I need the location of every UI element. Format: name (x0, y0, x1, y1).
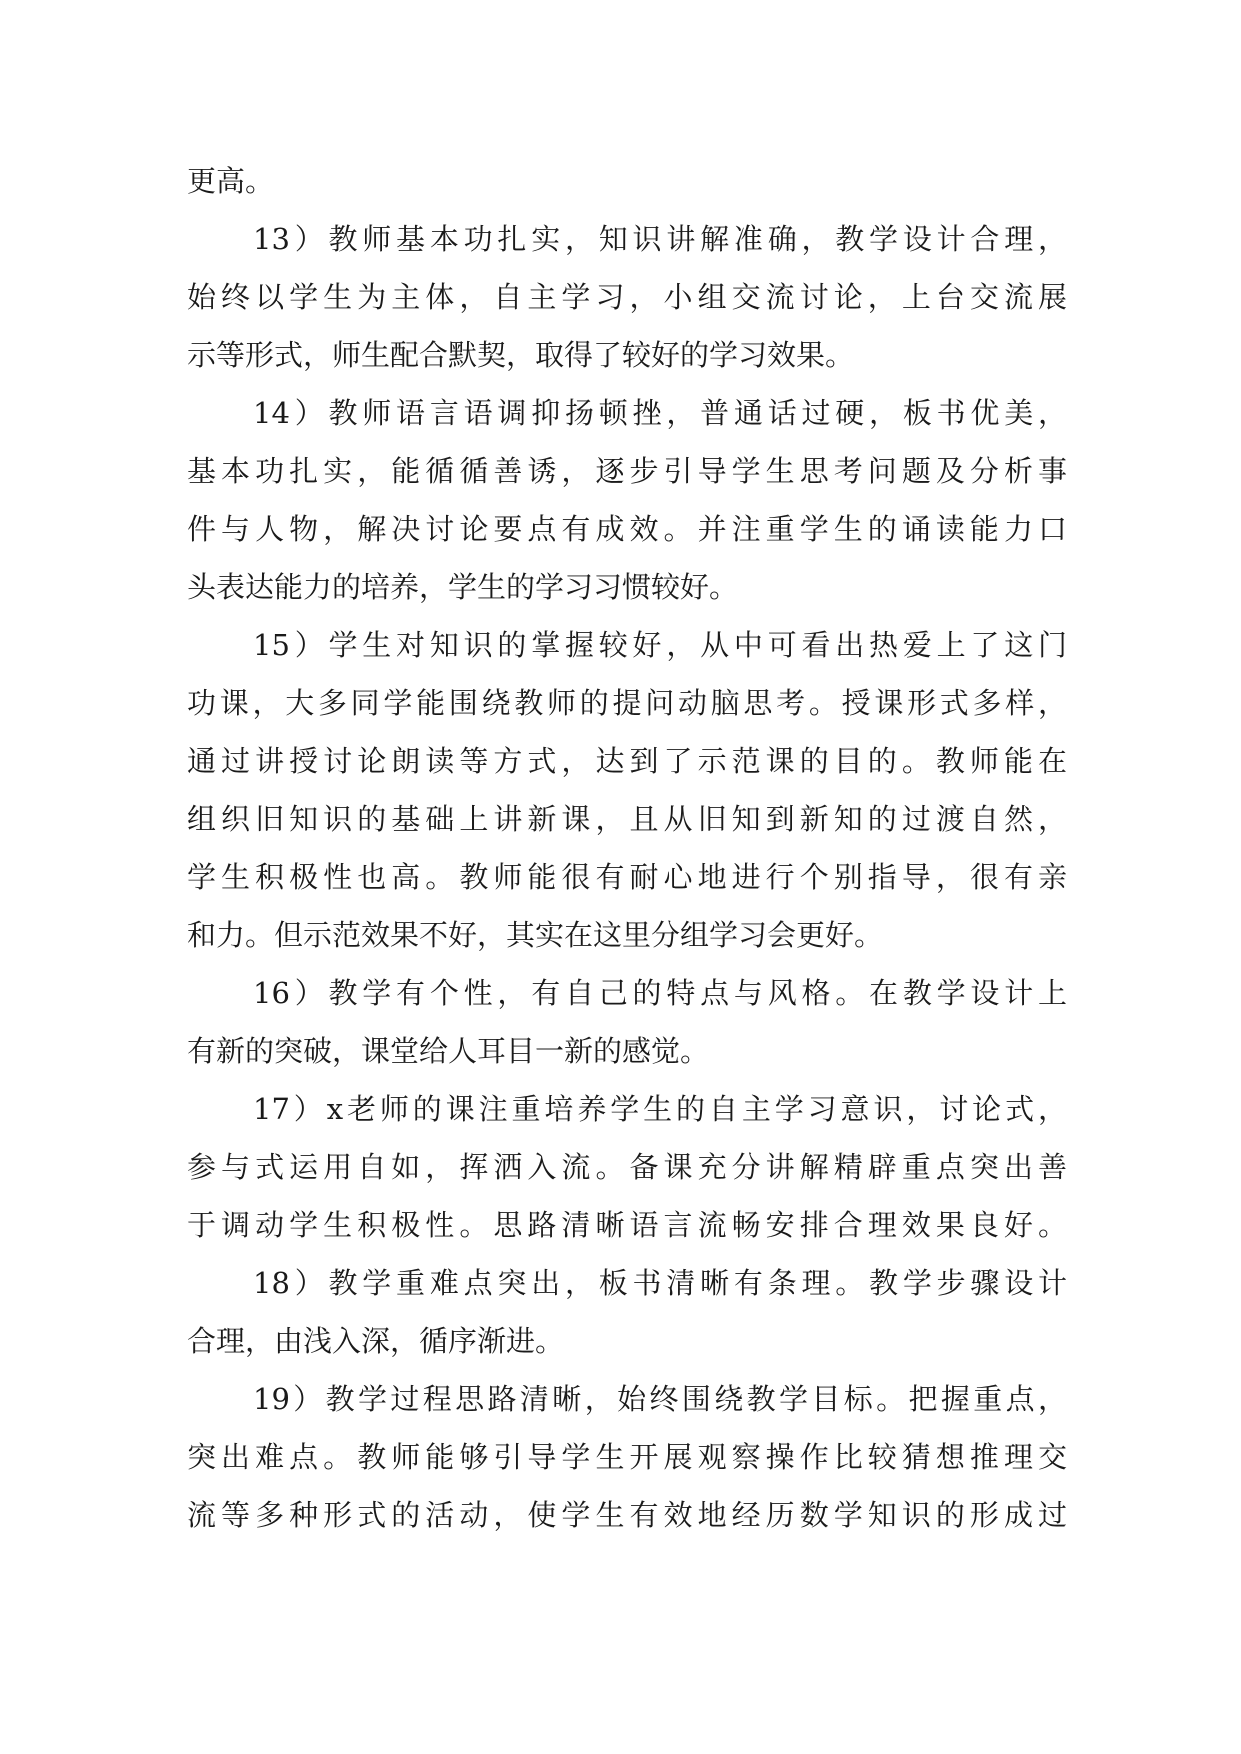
text-line: 始终以学生为主体，自主学习，小组交流讨论，上台交流展 (187, 280, 1067, 314)
text-line: 参与式运用自如，挥洒入流。备课充分讲解精辟重点突出善 (187, 1150, 1067, 1184)
text-line: 示等形式，师生配合默契，取得了较好的学习效果。 (187, 338, 855, 372)
text-line: 突出难点。教师能够引导学生开展观察操作比较猜想推理交 (187, 1440, 1067, 1474)
text-line: 基本功扎实，能循循善诱，逐步引导学生思考问题及分析事 (187, 454, 1067, 488)
text-line: 流等多种形式的活动，使学生有效地经历数学知识的形成过 (187, 1498, 1067, 1532)
text-line: 组织旧知识的基础上讲新课，且从旧知到新知的过渡自然， (187, 802, 1067, 836)
document-body (187, 152, 1067, 1544)
text-line: 于调动学生积极性。思路清晰语言流畅安排合理效果良好。 (187, 1208, 1067, 1242)
text-line: 头表达能力的培养，学生的学习习惯较好。 (187, 570, 739, 604)
text-line: 17）x老师的课注重培养学生的自主学习意识，讨论式， (253, 1092, 1067, 1126)
text-line: 14）教师语言语调抑扬顿挫，普通话过硬，板书优美， (253, 396, 1067, 430)
text-line: 合理，由浅入深，循序渐进。 (187, 1324, 565, 1358)
text-line: 更高。 (187, 164, 275, 198)
text-line: 18）教学重难点突出，板书清晰有条理。教学步骤设计 (253, 1266, 1067, 1300)
text-line: 通过讲授讨论朗读等方式，达到了示范课的目的。教师能在 (187, 744, 1067, 778)
text-line: 15）学生对知识的掌握较好，从中可看出热爱上了这门 (253, 628, 1067, 662)
text-line: 16）教学有个性，有自己的特点与风格。在教学设计上 (253, 976, 1067, 1010)
text-line: 件与人物，解决讨论要点有成效。并注重学生的诵读能力口 (187, 512, 1067, 546)
text-line: 学生积极性也高。教师能很有耐心地进行个别指导，很有亲 (187, 860, 1067, 894)
text-line: 功课，大多同学能围绕教师的提问动脑思考。授课形式多样， (187, 686, 1067, 720)
text-line: 有新的突破，课堂给人耳目一新的感觉。 (187, 1034, 710, 1068)
text-line: 和力。但示范效果不好，其实在这里分组学习会更好。 (187, 918, 884, 952)
text-line: 13）教师基本功扎实，知识讲解准确，教学设计合理， (253, 222, 1067, 256)
text-line: 19）教学过程思路清晰，始终围绕教学目标。把握重点， (253, 1382, 1067, 1416)
